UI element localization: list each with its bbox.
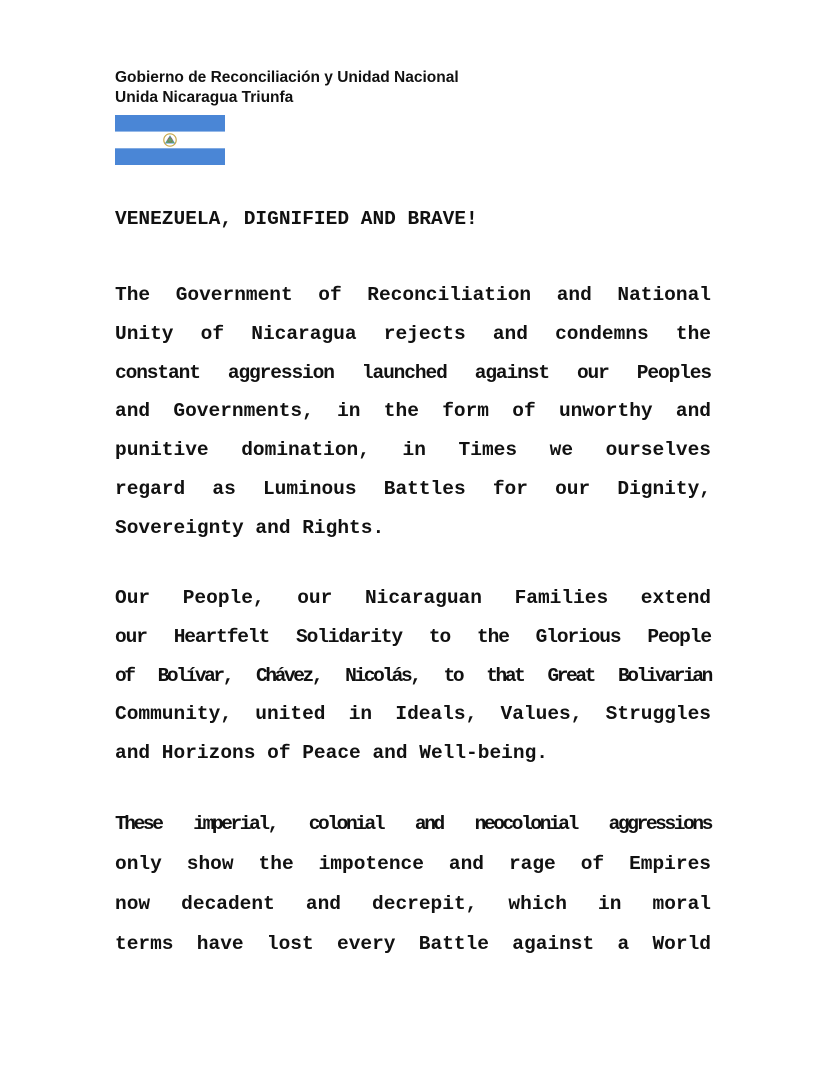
paragraph-line: constant aggression launched against our Peoples: [115, 361, 711, 384]
paragraph-3: [115, 804, 711, 964]
government-motto: Unida Nicaragua Triunfa: [115, 88, 294, 106]
paragraph-line: punitive domination, in Times we ourselves: [115, 439, 711, 462]
paragraph-line: Community, united in Ideals, Values, Struggles: [115, 703, 711, 726]
paragraph-line: of Bolívar, Chávez, Nicolás, to that Great Bolivarian: [115, 664, 711, 687]
paragraph-line: regard as Luminous Battles for our Dignity,: [115, 477, 711, 500]
paragraph-line: and Governments, in the form of unworthy and: [115, 400, 711, 423]
paragraph-1: [115, 276, 711, 548]
paragraph-line: terms have lost every Battle against a World: [115, 933, 711, 955]
paragraph-line: only show the impotence and rage of Empires: [115, 853, 711, 875]
paragraph-line: and Horizons of Peace and Well-being.: [115, 742, 548, 765]
paragraph-line: Unity of Nicaragua rejects and condemns the: [115, 322, 711, 345]
flag-top-stripe: [115, 115, 225, 132]
paragraph-line: Sovereignty and Rights.: [115, 516, 385, 539]
paragraph-line: our Heartfelt Solidarity to the Glorious People: [115, 625, 711, 648]
paragraph-line: Our People, our Nicaraguan Families extend: [115, 587, 711, 609]
paragraph-line: The Government of Reconciliation and National: [115, 284, 711, 306]
flag-bottom-stripe: [115, 148, 225, 165]
letterhead: [115, 68, 459, 107]
paragraph-line: These imperial, colonial and neocolonial aggressions: [115, 813, 711, 835]
government-name: Gobierno de Reconciliación y Unidad Nacional: [115, 69, 459, 86]
nicaragua-flag-image: [115, 115, 225, 165]
paragraph-line: now decadent and decrepit, which in moral: [115, 893, 711, 915]
paragraph-2: [115, 579, 711, 773]
document-title: VENEZUELA, DIGNIFIED AND BRAVE!: [115, 208, 478, 230]
